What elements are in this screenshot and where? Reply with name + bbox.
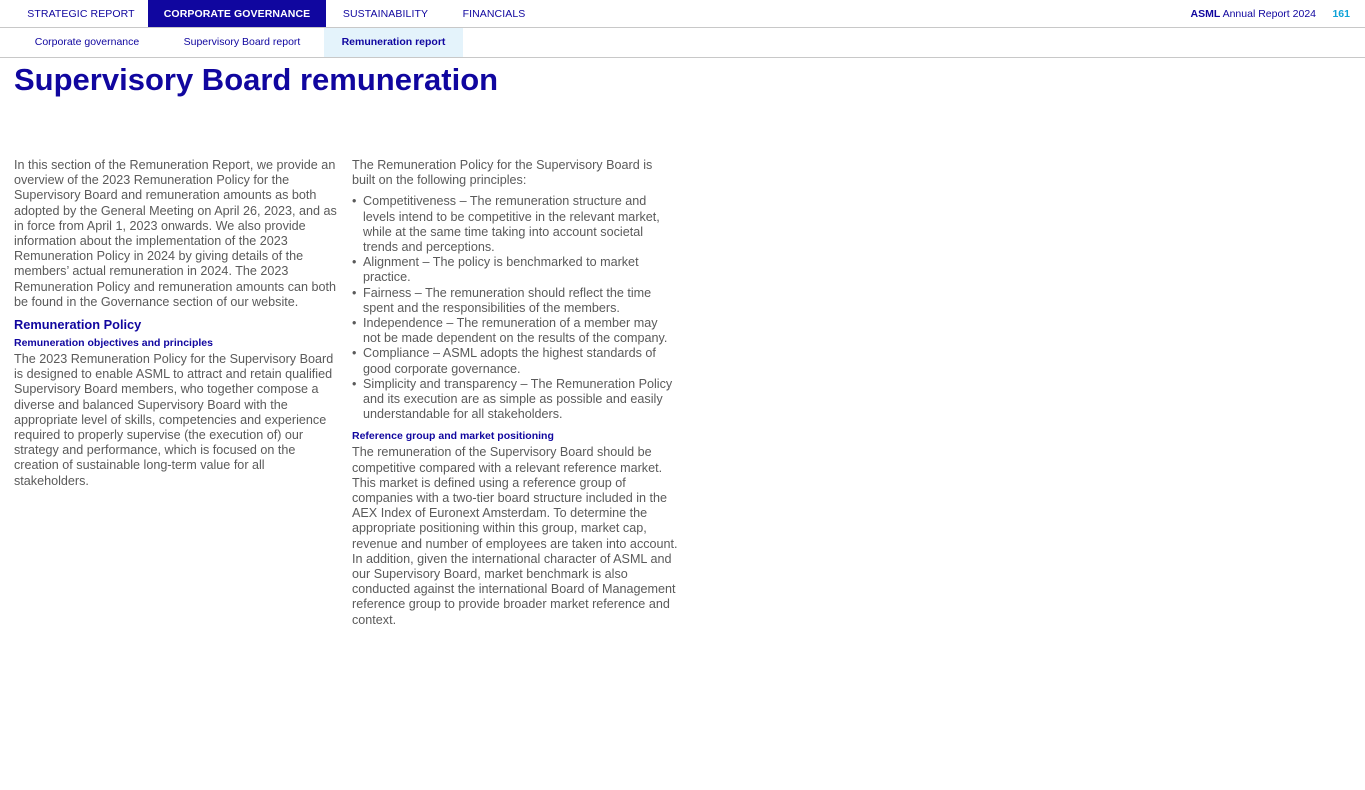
objectives-paragraph: The 2023 Remuneration Policy for the Supervisory Board is designed to enable ASML to attract and retain qualified Supervisory Board members, who together compose a diverse and balanced Supervisory Board with the appropriate level of skills, competencies and experience required to properly supervise (the execution of) our strategy and performance, which is focused on the creation of sustainable long-term value for all stakeholders. [14, 352, 334, 488]
report-brand [1191, 0, 1317, 27]
list-item: • Competitiveness – The remuneration structure and levels intend to be competitive in the relevant market, while at the same time taking into account societal trends and perceptions. [352, 194, 678, 255]
page-number: 161 [1332, 8, 1350, 20]
principles-intro: The Remuneration Policy for the Supervisory Board is built on the following principles: [352, 158, 653, 188]
policy-heading: Remuneration Policy [14, 317, 142, 333]
right-column [352, 158, 678, 628]
list-item: • Compliance – ASML adopts the highest standards of good corporate governance. [352, 346, 678, 376]
brand-name: ASML [1190, 8, 1221, 20]
tab-strategic-report[interactable]: STRATEGIC REPORT [27, 8, 135, 20]
reference-paragraph: The remuneration of the Supervisory Board should be competitive compared with a relevant reference market. This market is defined using a reference group of companies with a two-tier board structure included in the AEX Index of Euronext Amsterdam. To determine the appropriate positioning within this group, market cap, revenue and number of employees are taken into account. In addition, given the international character of ASML and our Supervisory Board, market benchmark is also conducted against the international Board of Management reference group to provide broader market reference and context. [352, 445, 678, 627]
intro-paragraph: In this section of the Remuneration Report, we provide an overview of the 2023 Remuneration Policy for the Supervisory Board and remuneration amounts as both adopted by the General Meeting on April 26, 2023, and as in force from April 1, 2023 onwards. We also provide information about the implementation of the 2023 Remuneration Policy in 2024 by giving details of the members’ actual remuneration in 2024. The 2023 Remuneration Policy and remuneration amounts can both be found in the Governance section of our website. [14, 158, 337, 309]
sub-navigation [0, 28, 1365, 58]
page-title: Supervisory Board remuneration [14, 62, 499, 97]
tab-corporate-governance[interactable]: CORPORATE GOVERNANCE [148, 0, 326, 27]
sub-nav-supervisory-board-report[interactable]: Supervisory Board report [183, 36, 301, 48]
tab-financials[interactable]: FINANCIALS [462, 8, 526, 20]
list-item: • Alignment – The policy is benchmarked to market practice. [352, 255, 678, 285]
list-item: • Simplicity and transparency – The Remuneration Policy and its execution are as simple as possible and easily understandable for all stakeholders. [352, 377, 678, 423]
report-title: Annual Report 2024 [1222, 8, 1316, 20]
sub-nav-remuneration-report[interactable]: Remuneration report [324, 28, 463, 57]
tab-sustainability[interactable]: SUSTAINABILITY [342, 8, 429, 20]
objectives-heading: Remuneration objectives and principles [14, 337, 213, 350]
principles-list [352, 194, 678, 422]
top-navigation [0, 0, 1365, 28]
reference-heading: Reference group and market positioning [352, 430, 554, 443]
list-item: • Independence – The remuneration of a member may not be made dependent on the results of the company. [352, 316, 678, 346]
left-column [14, 158, 339, 489]
sub-nav-corporate-governance[interactable]: Corporate governance [34, 36, 140, 48]
list-item: • Fairness – The remuneration should reflect the time spent and the responsibilities of the members. [352, 286, 678, 316]
